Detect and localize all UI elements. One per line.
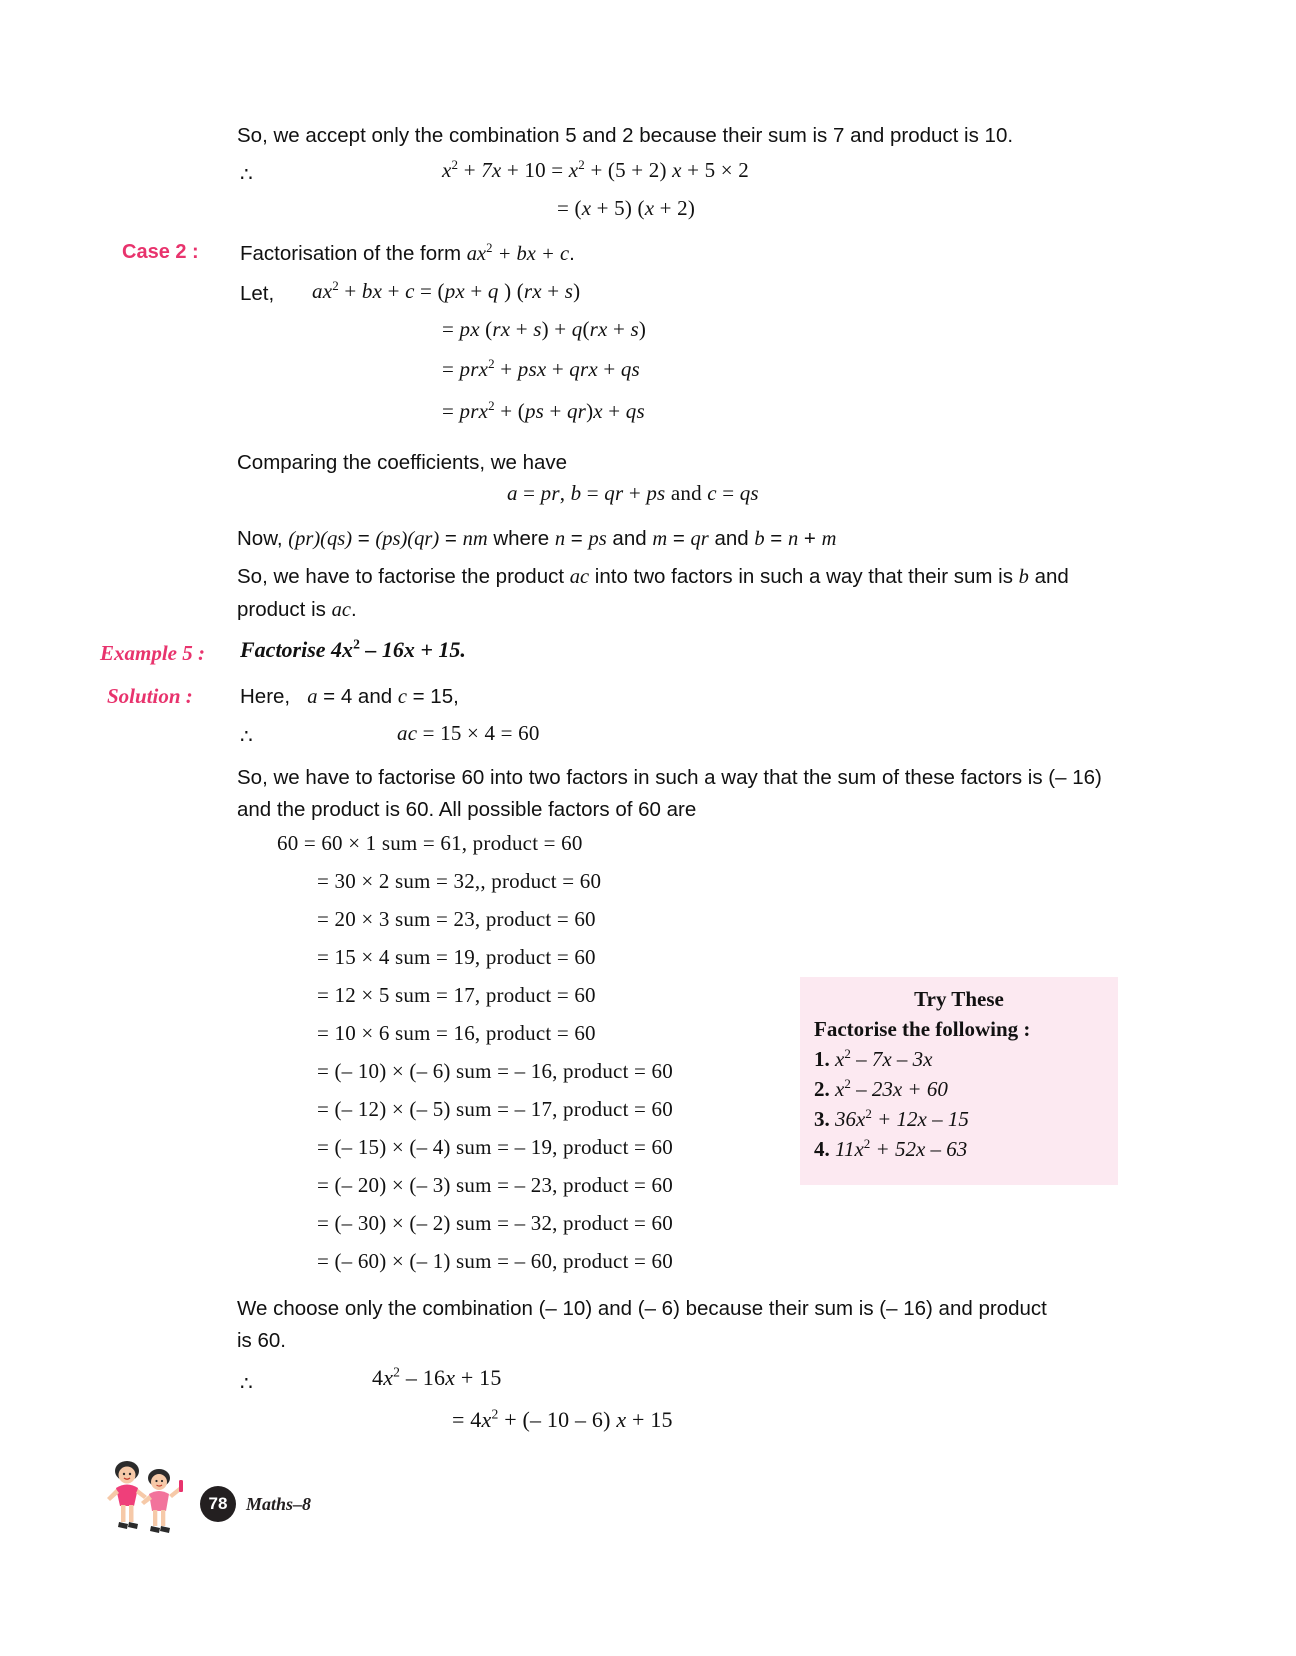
try-these-subtitle: Factorise the following : bbox=[814, 1017, 1031, 1041]
case2-label: Case 2 : bbox=[122, 240, 199, 263]
therefore-symbol: ∴ bbox=[240, 163, 253, 186]
expansion-3: = prx$^2$ + (ps + qr)x + qs bbox=[442, 397, 645, 423]
expansion-2: = prx$^2$ + psx + qrx + qs bbox=[442, 355, 640, 381]
factor-item: = (– 15) × (– 4) sum = – 19, product = 60 bbox=[317, 1135, 673, 1160]
final-eq-row-2 bbox=[237, 1407, 1117, 1447]
example-label: Example 5 : bbox=[100, 640, 205, 665]
page-subject-label: Maths–8 bbox=[246, 1494, 312, 1514]
solution-label: Solution : bbox=[107, 683, 193, 708]
intro-paragraph: So, we accept only the combination 5 and 2 because their sum is 7 and product is 10. bbox=[237, 124, 1014, 147]
solution-so: So, we have to factorise 60 into two factors in such a way that the sum of these factors is (– 16) and the product is 60. All possible factors of 60 are bbox=[237, 765, 1102, 821]
try-these-title: Try These bbox=[914, 987, 1004, 1011]
page-body bbox=[100, 120, 1117, 1447]
factor-item: = 20 × 3 sum = 23, product = 60 bbox=[317, 907, 596, 932]
factor-item: = 15 × 4 sum = 19, product = 60 bbox=[317, 945, 596, 970]
solution-ac-row bbox=[237, 720, 1117, 760]
expansion-row-2 bbox=[237, 357, 1117, 399]
let-equation: $ax^2$ + bx + c = (px + q ) (rx + s) bbox=[312, 277, 581, 303]
comparing-text: Comparing the coefficients, we have bbox=[237, 450, 568, 474]
example-statement: Factorise $4x^2 - 16x + 15$. bbox=[240, 636, 466, 662]
factor-item: = (– 20) × (– 3) sum = – 23, product = 60 bbox=[317, 1173, 673, 1198]
factor-item: = 10 × 6 sum = 16, product = 60 bbox=[317, 1021, 596, 1046]
factor-item: = (– 60) × (– 1) sum = – 60, product = 60 bbox=[317, 1249, 673, 1274]
kids-illustration-icon bbox=[96, 1458, 194, 1544]
factor-item: = (– 30) × (– 2) sum = – 32, product = 60 bbox=[317, 1211, 673, 1236]
factor-item: = 30 × 2 sum = 32,, product = 60 bbox=[317, 869, 602, 894]
final-eq-row-1 bbox=[237, 1363, 1117, 1407]
try-these-box bbox=[800, 977, 1118, 1185]
equation-intro-1: $x^2 + 7x + 10 = x^2 + (5 + 2) x + 5 \times 2$ bbox=[442, 156, 749, 182]
page-number-badge: 78 bbox=[200, 1486, 236, 1522]
choose-line: We choose only the combination (– 10) and (– 6) because their sum is (– 16) and product is 60. bbox=[237, 1297, 1047, 1353]
case2-row bbox=[122, 236, 1117, 277]
try-these-item-3: 3. $36x^2 + 12x - 15$ bbox=[814, 1106, 969, 1131]
coefficients-equation: a = pr, b = qr + ps and c = qs bbox=[507, 480, 759, 505]
factor-item: 60 = 60 × 1 sum = 61, product = 60 bbox=[277, 831, 583, 856]
so-line: So, we have to factorise the product ac into two factors in such a way that their sum is b and product is ac. bbox=[237, 565, 1069, 622]
example-row bbox=[100, 633, 1117, 679]
equation-block-1 bbox=[237, 154, 1117, 196]
expansion-row-1 bbox=[237, 317, 1117, 357]
final-equation-2: = $4x^2$ + (– 10 – 6) x + 15 bbox=[452, 1406, 673, 1432]
factor-item: = (– 10) × (– 6) sum = – 16, product = 60 bbox=[317, 1059, 673, 1084]
solution-ac: ac = 15 × 4 = 60 bbox=[397, 720, 540, 745]
factor-item: = (– 12) × (– 5) sum = – 17, product = 60 bbox=[317, 1097, 673, 1122]
equation-block-2 bbox=[237, 196, 1117, 236]
try-these-item-2: 2. $x^2 - 23x + 60$ bbox=[814, 1076, 948, 1101]
coefficients-row bbox=[237, 481, 1117, 521]
let-row bbox=[237, 277, 1117, 317]
equation-intro-2: = (x + 5) (x + 2) bbox=[557, 195, 696, 220]
let-label: Let, bbox=[240, 281, 275, 305]
solution-here: Here, a = 4 and c = 15, bbox=[240, 684, 459, 708]
therefore-symbol-2: ∴ bbox=[240, 725, 253, 748]
final-equation-1: $4x^2 - 16x + 15$ bbox=[372, 1364, 502, 1390]
try-these-item-1: 1. $x^2 - 7x - 3x$ bbox=[814, 1046, 933, 1071]
page-footer bbox=[96, 1458, 416, 1538]
case2-text: Factorisation of the form $ax^2$ + bx + c. bbox=[240, 240, 575, 265]
expansion-row-3 bbox=[237, 399, 1117, 443]
factor-item: = 12 × 5 sum = 17, product = 60 bbox=[317, 983, 596, 1008]
solution-row bbox=[107, 679, 1117, 720]
try-these-item-4: 4. $11x^2 + 52x - 63$ bbox=[814, 1136, 968, 1161]
therefore-symbol-3: ∴ bbox=[240, 1372, 253, 1395]
now-line: Now, (pr)(qs) = (ps)(qr) = nm where n = ps and m = qr and b = n + m bbox=[237, 526, 837, 550]
expansion-1: = px (rx + s) + q(rx + s) bbox=[442, 316, 647, 341]
